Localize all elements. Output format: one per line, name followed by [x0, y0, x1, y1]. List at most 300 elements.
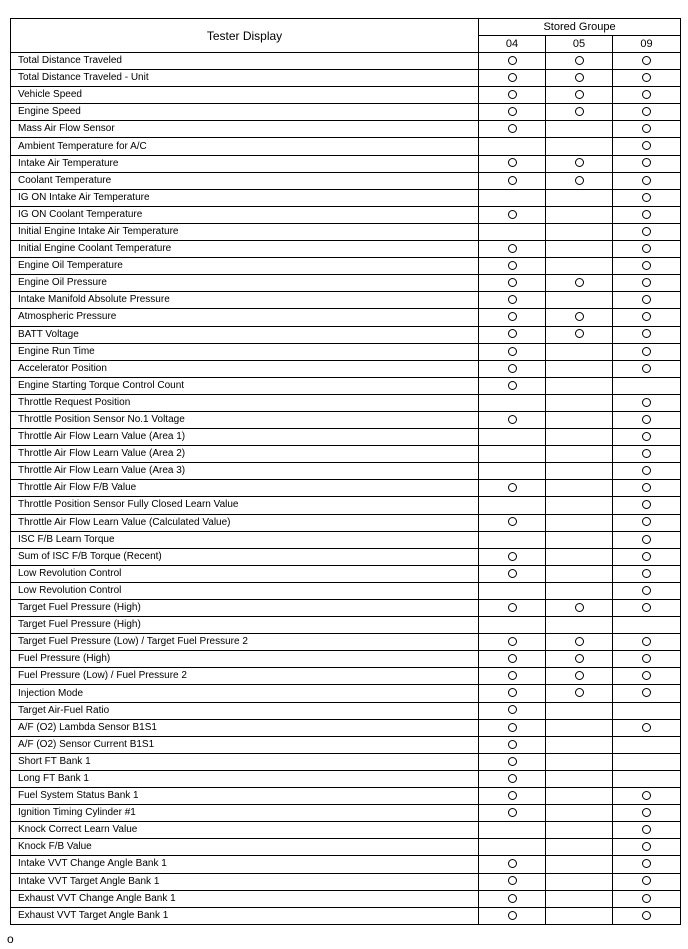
circle-icon	[508, 244, 517, 253]
row-label: ISC F/B Learn Torque	[11, 531, 479, 548]
circle-icon	[508, 723, 517, 732]
group-cell-04	[479, 651, 546, 668]
group-cell-09	[613, 753, 681, 770]
table-row	[11, 360, 681, 377]
circle-icon	[508, 876, 517, 885]
group-cell-05	[546, 394, 613, 411]
group-cell-05	[546, 87, 613, 104]
circle-icon	[575, 107, 584, 116]
group-cell-04	[479, 788, 546, 805]
circle-icon	[642, 415, 651, 424]
table-row	[11, 719, 681, 736]
row-label: Engine Speed	[11, 104, 479, 121]
group-cell-05	[546, 514, 613, 531]
row-label: Engine Oil Pressure	[11, 275, 479, 292]
circle-icon	[508, 312, 517, 321]
circle-icon	[508, 176, 517, 185]
group-cell-05	[546, 360, 613, 377]
group-cell-09	[613, 206, 681, 223]
group-cell-05	[546, 668, 613, 685]
group-cell-09	[613, 429, 681, 446]
group-cell-04	[479, 87, 546, 104]
group-cell-04	[479, 411, 546, 428]
row-label: Exhaust VVT Target Angle Bank 1	[11, 907, 479, 924]
group-cell-05	[546, 736, 613, 753]
circle-icon	[575, 278, 584, 287]
row-label: Vehicle Speed	[11, 87, 479, 104]
row-label: Accelerator Position	[11, 360, 479, 377]
table-row	[11, 138, 681, 155]
circle-icon	[508, 364, 517, 373]
circle-icon	[508, 740, 517, 749]
row-label: A/F (O2) Lambda Sensor B1S1	[11, 719, 479, 736]
group-cell-04	[479, 497, 546, 514]
group-cell-09	[613, 155, 681, 172]
table-row	[11, 446, 681, 463]
row-label: Atmospheric Pressure	[11, 309, 479, 326]
circle-icon	[642, 73, 651, 82]
group-cell-09	[613, 87, 681, 104]
group-cell-09	[613, 890, 681, 907]
circle-icon	[642, 654, 651, 663]
circle-icon	[508, 894, 517, 903]
circle-icon	[508, 654, 517, 663]
group-cell-05	[546, 446, 613, 463]
circle-icon	[508, 791, 517, 800]
circle-icon	[642, 586, 651, 595]
table-row	[11, 531, 681, 548]
circle-icon	[508, 381, 517, 390]
table-row	[11, 770, 681, 787]
circle-icon	[508, 210, 517, 219]
circle-icon	[508, 483, 517, 492]
group-cell-05	[546, 463, 613, 480]
group-cell-09	[613, 104, 681, 121]
table-row	[11, 87, 681, 104]
circle-icon	[642, 244, 651, 253]
row-label: Fuel Pressure (Low) / Fuel Pressure 2	[11, 668, 479, 685]
circle-icon	[642, 517, 651, 526]
group-cell-05	[546, 497, 613, 514]
circle-icon	[642, 859, 651, 868]
group-cell-04	[479, 343, 546, 360]
table-row	[11, 258, 681, 275]
circle-icon	[642, 176, 651, 185]
group-cell-05	[546, 189, 613, 206]
circle-icon	[642, 500, 651, 509]
table-row	[11, 702, 681, 719]
group-cell-09	[613, 685, 681, 702]
circle-icon	[642, 894, 651, 903]
group-cell-09	[613, 514, 681, 531]
circle-icon	[642, 295, 651, 304]
circle-icon	[642, 449, 651, 458]
table-row	[11, 121, 681, 138]
table-row	[11, 651, 681, 668]
circle-icon	[642, 141, 651, 150]
circle-icon	[508, 808, 517, 817]
group-cell-04	[479, 463, 546, 480]
group-cell-09	[613, 343, 681, 360]
group-cell-04	[479, 548, 546, 565]
row-label: Fuel System Status Bank 1	[11, 788, 479, 805]
group-cell-05	[546, 480, 613, 497]
group-cell-05	[546, 53, 613, 70]
table-row	[11, 617, 681, 634]
group-cell-09	[613, 411, 681, 428]
circle-icon	[642, 261, 651, 270]
circle-icon	[508, 671, 517, 680]
group-cell-05	[546, 907, 613, 924]
group-header-04: 04	[479, 36, 546, 53]
group-cell-05	[546, 753, 613, 770]
circle-icon	[642, 158, 651, 167]
row-label: Low Revolution Control	[11, 565, 479, 582]
row-label: Throttle Position Sensor No.1 Voltage	[11, 411, 479, 428]
circle-icon	[642, 90, 651, 99]
circle-icon	[642, 791, 651, 800]
group-cell-04	[479, 890, 546, 907]
group-cell-09	[613, 258, 681, 275]
group-cell-05	[546, 702, 613, 719]
group-cell-09	[613, 770, 681, 787]
group-cell-04	[479, 206, 546, 223]
group-cell-09	[613, 121, 681, 138]
group-cell-05	[546, 565, 613, 582]
group-cell-05	[546, 600, 613, 617]
group-cell-09	[613, 377, 681, 394]
group-cell-04	[479, 617, 546, 634]
circle-icon	[508, 90, 517, 99]
group-cell-04	[479, 360, 546, 377]
circle-icon	[575, 688, 584, 697]
row-label: Mass Air Flow Sensor	[11, 121, 479, 138]
circle-icon	[642, 347, 651, 356]
table-body	[11, 53, 681, 925]
circle-icon	[642, 825, 651, 834]
group-cell-04	[479, 634, 546, 651]
group-cell-05	[546, 70, 613, 87]
group-cell-04	[479, 822, 546, 839]
table-row	[11, 53, 681, 70]
circle-icon	[642, 107, 651, 116]
group-cell-09	[613, 651, 681, 668]
row-label: Intake VVT Change Angle Bank 1	[11, 856, 479, 873]
row-label: A/F (O2) Sensor Current B1S1	[11, 736, 479, 753]
table-row	[11, 753, 681, 770]
table-row	[11, 548, 681, 565]
group-cell-09	[613, 223, 681, 240]
group-cell-09	[613, 241, 681, 258]
group-cell-09	[613, 497, 681, 514]
table-row	[11, 890, 681, 907]
table-row	[11, 839, 681, 856]
group-cell-04	[479, 70, 546, 87]
group-cell-05	[546, 241, 613, 258]
row-label: Injection Mode	[11, 685, 479, 702]
table-row	[11, 206, 681, 223]
row-label: Target Fuel Pressure (High)	[11, 600, 479, 617]
row-label: Sum of ISC F/B Torque (Recent)	[11, 548, 479, 565]
group-cell-04	[479, 275, 546, 292]
row-label: Intake Air Temperature	[11, 155, 479, 172]
table-row	[11, 172, 681, 189]
group-cell-04	[479, 668, 546, 685]
circle-icon	[642, 312, 651, 321]
table-row	[11, 480, 681, 497]
tester-display-header: Tester Display	[11, 19, 479, 53]
group-cell-09	[613, 617, 681, 634]
circle-icon	[642, 569, 651, 578]
group-cell-09	[613, 907, 681, 924]
group-cell-04	[479, 582, 546, 599]
row-label: Target Air-Fuel Ratio	[11, 702, 479, 719]
table-row	[11, 497, 681, 514]
group-cell-04	[479, 805, 546, 822]
circle-icon	[642, 483, 651, 492]
row-label: Total Distance Traveled - Unit	[11, 70, 479, 87]
row-label: Short FT Bank 1	[11, 753, 479, 770]
circle-icon	[642, 466, 651, 475]
table-row	[11, 668, 681, 685]
group-cell-04	[479, 189, 546, 206]
group-cell-05	[546, 856, 613, 873]
circle-icon	[575, 90, 584, 99]
group-cell-05	[546, 788, 613, 805]
table-row	[11, 856, 681, 873]
circle-icon	[508, 415, 517, 424]
table-row	[11, 565, 681, 582]
circle-icon	[642, 329, 651, 338]
group-cell-05	[546, 890, 613, 907]
table-row	[11, 377, 681, 394]
group-cell-05	[546, 138, 613, 155]
circle-icon	[642, 124, 651, 133]
circle-icon	[642, 808, 651, 817]
circle-icon	[508, 603, 517, 612]
group-cell-04	[479, 155, 546, 172]
circle-icon	[642, 432, 651, 441]
group-cell-09	[613, 70, 681, 87]
table-row	[11, 189, 681, 206]
group-cell-09	[613, 582, 681, 599]
row-label: Long FT Bank 1	[11, 770, 479, 787]
group-cell-05	[546, 685, 613, 702]
group-cell-05	[546, 155, 613, 172]
table-row	[11, 788, 681, 805]
row-label: Total Distance Traveled	[11, 53, 479, 70]
circle-icon	[508, 688, 517, 697]
row-label: Engine Oil Temperature	[11, 258, 479, 275]
group-cell-09	[613, 326, 681, 343]
group-cell-05	[546, 104, 613, 121]
circle-icon	[642, 227, 651, 236]
group-cell-05	[546, 770, 613, 787]
group-cell-04	[479, 172, 546, 189]
group-cell-05	[546, 582, 613, 599]
group-cell-05	[546, 719, 613, 736]
group-cell-05	[546, 411, 613, 428]
group-cell-05	[546, 292, 613, 309]
row-label: Coolant Temperature	[11, 172, 479, 189]
group-cell-05	[546, 206, 613, 223]
group-cell-09	[613, 172, 681, 189]
table-row	[11, 822, 681, 839]
group-cell-04	[479, 241, 546, 258]
row-label: Intake Manifold Absolute Pressure	[11, 292, 479, 309]
group-cell-05	[546, 634, 613, 651]
group-cell-05	[546, 309, 613, 326]
group-cell-09	[613, 719, 681, 736]
table-row	[11, 582, 681, 599]
circle-icon	[575, 73, 584, 82]
group-cell-04	[479, 856, 546, 873]
circle-icon	[508, 329, 517, 338]
row-label: IG ON Intake Air Temperature	[11, 189, 479, 206]
table-row	[11, 736, 681, 753]
group-cell-04	[479, 223, 546, 240]
group-cell-04	[479, 514, 546, 531]
circle-icon	[642, 842, 651, 851]
table-row	[11, 805, 681, 822]
group-cell-09	[613, 138, 681, 155]
row-label: IG ON Coolant Temperature	[11, 206, 479, 223]
group-cell-05	[546, 617, 613, 634]
row-label: Throttle Air Flow Learn Value (Area 3)	[11, 463, 479, 480]
circle-icon	[508, 637, 517, 646]
table-row	[11, 343, 681, 360]
table-row	[11, 275, 681, 292]
table-row	[11, 292, 681, 309]
row-label: Fuel Pressure (High)	[11, 651, 479, 668]
circle-icon	[575, 329, 584, 338]
group-cell-04	[479, 292, 546, 309]
circle-icon	[642, 535, 651, 544]
table-row	[11, 873, 681, 890]
circle-icon	[642, 552, 651, 561]
group-cell-09	[613, 839, 681, 856]
group-cell-09	[613, 189, 681, 206]
row-label: Low Revolution Control	[11, 582, 479, 599]
group-cell-05	[546, 343, 613, 360]
row-label: Throttle Position Sensor Fully Closed Learn Value	[11, 497, 479, 514]
group-cell-04	[479, 138, 546, 155]
group-cell-09	[613, 634, 681, 651]
stored-groupe-header: Stored Groupe	[479, 19, 681, 36]
circle-icon	[508, 278, 517, 287]
group-cell-09	[613, 736, 681, 753]
group-cell-04	[479, 907, 546, 924]
row-label: Throttle Air Flow Learn Value (Area 2)	[11, 446, 479, 463]
row-label: Ambient Temperature for A/C	[11, 138, 479, 155]
table-row	[11, 600, 681, 617]
circle-icon	[508, 107, 517, 116]
group-cell-04	[479, 394, 546, 411]
circle-icon	[508, 295, 517, 304]
circle-icon	[575, 637, 584, 646]
group-cell-04	[479, 719, 546, 736]
group-cell-04	[479, 839, 546, 856]
stored-group-table	[10, 18, 681, 925]
circle-icon	[642, 210, 651, 219]
group-cell-04	[479, 685, 546, 702]
table-row	[11, 634, 681, 651]
circle-icon	[642, 603, 651, 612]
circle-icon	[508, 56, 517, 65]
table-row	[11, 155, 681, 172]
row-label: Engine Starting Torque Control Count	[11, 377, 479, 394]
group-cell-05	[546, 651, 613, 668]
circle-icon	[642, 723, 651, 732]
group-cell-04	[479, 309, 546, 326]
footnote: o	[7, 932, 14, 946]
group-header-09: 09	[613, 36, 681, 53]
group-cell-09	[613, 292, 681, 309]
group-cell-05	[546, 429, 613, 446]
group-cell-09	[613, 565, 681, 582]
circle-icon	[642, 911, 651, 920]
circle-icon	[575, 654, 584, 663]
group-cell-05	[546, 531, 613, 548]
group-cell-04	[479, 600, 546, 617]
group-cell-09	[613, 600, 681, 617]
table-row	[11, 685, 681, 702]
group-cell-04	[479, 53, 546, 70]
row-label: Initial Engine Intake Air Temperature	[11, 223, 479, 240]
group-cell-09	[613, 822, 681, 839]
circle-icon	[508, 124, 517, 133]
row-label: Throttle Request Position	[11, 394, 479, 411]
table-row	[11, 309, 681, 326]
table-row	[11, 326, 681, 343]
group-cell-09	[613, 805, 681, 822]
group-cell-04	[479, 753, 546, 770]
row-label: Target Fuel Pressure (Low) / Target Fuel Pressure 2	[11, 634, 479, 651]
circle-icon	[642, 193, 651, 202]
group-cell-05	[546, 377, 613, 394]
group-cell-04	[479, 377, 546, 394]
group-cell-09	[613, 463, 681, 480]
circle-icon	[508, 517, 517, 526]
group-cell-09	[613, 788, 681, 805]
group-header-05: 05	[546, 36, 613, 53]
group-cell-05	[546, 258, 613, 275]
group-cell-04	[479, 258, 546, 275]
table-row	[11, 223, 681, 240]
group-cell-04	[479, 480, 546, 497]
circle-icon	[642, 637, 651, 646]
group-cell-04	[479, 326, 546, 343]
circle-icon	[575, 176, 584, 185]
table-row	[11, 463, 681, 480]
row-label: Knock Correct Learn Value	[11, 822, 479, 839]
group-cell-05	[546, 121, 613, 138]
table-row	[11, 394, 681, 411]
row-label: Exhaust VVT Change Angle Bank 1	[11, 890, 479, 907]
circle-icon	[642, 56, 651, 65]
circle-icon	[508, 347, 517, 356]
row-label: Throttle Air Flow F/B Value	[11, 480, 479, 497]
circle-icon	[642, 398, 651, 407]
row-label: Throttle Air Flow Learn Value (Calculated Value)	[11, 514, 479, 531]
group-cell-09	[613, 548, 681, 565]
circle-icon	[508, 73, 517, 82]
group-cell-04	[479, 770, 546, 787]
group-cell-05	[546, 839, 613, 856]
group-cell-05	[546, 548, 613, 565]
group-cell-09	[613, 53, 681, 70]
group-cell-09	[613, 856, 681, 873]
